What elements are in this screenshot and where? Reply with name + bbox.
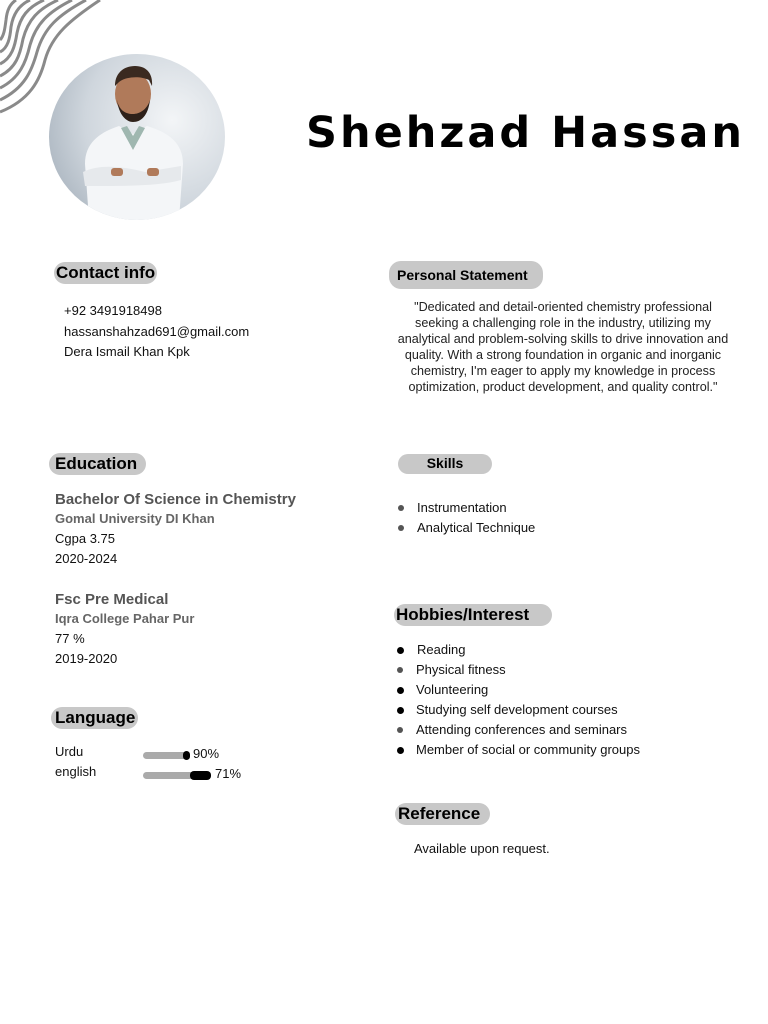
language-percent: 71% <box>215 766 242 781</box>
reference-heading: Reference <box>395 803 490 825</box>
personal-statement-text: "Dedicated and detail-oriented chemistry professional seeking a challenging role in the industry, utilizing my analytical and problem-solving skills to drive innovation and quality. With a strong foundation in organic and inorganic chemistry, I'm eager to apply my knowledge in process optimization, product development, and quality control." <box>397 300 729 395</box>
education-years: 2019-2020 <box>55 651 118 666</box>
language-level-fill <box>183 751 190 760</box>
language-level-bar <box>143 752 190 759</box>
skills-list <box>398 498 535 538</box>
education-school: Gomal University DI Khan <box>55 511 215 526</box>
skill-item: Analytical Technique <box>398 518 535 538</box>
language-percent: 90% <box>193 746 220 761</box>
statement-heading: Personal Statement <box>389 261 543 289</box>
education-score: Cgpa 3.75 <box>55 531 115 546</box>
education-school: Iqra College Pahar Pur <box>55 611 195 626</box>
hobby-item: Reading <box>397 640 640 660</box>
education-years: 2020-2024 <box>55 551 118 566</box>
hobby-item: Member of social or community groups <box>397 740 640 760</box>
hobby-item: Studying self development courses <box>397 700 640 720</box>
language-name: english <box>55 764 97 779</box>
education-heading: Education <box>49 453 146 475</box>
profile-photo <box>49 54 225 220</box>
language-name: Urdu <box>55 744 84 759</box>
contact-phone: +92 3491918498 <box>64 303 162 318</box>
education-degree: Bachelor Of Science in Chemistry <box>55 491 296 508</box>
hobby-item: Physical fitness <box>397 660 640 680</box>
hobbies-heading: Hobbies/Interest <box>394 604 552 626</box>
hobby-item: Volunteering <box>397 680 640 700</box>
language-level-bar <box>143 772 211 779</box>
skills-heading: Skills <box>398 454 492 474</box>
language-level-fill <box>190 771 211 780</box>
language-heading: Language <box>51 707 138 729</box>
skill-item: Instrumentation <box>398 498 535 518</box>
education-degree: Fsc Pre Medical <box>55 591 169 608</box>
candidate-name: Shehzad Hassan <box>306 108 745 158</box>
contact-location: Dera Ismail Khan Kpk <box>64 344 190 359</box>
education-score: 77 % <box>55 631 85 646</box>
hobby-item: Attending conferences and seminars <box>397 720 640 740</box>
contact-heading: Contact info <box>56 263 156 282</box>
hobbies-list <box>397 640 640 760</box>
contact-email: hassanshahzad691@gmail.com <box>64 324 250 339</box>
reference-text: Available upon request. <box>414 841 550 856</box>
